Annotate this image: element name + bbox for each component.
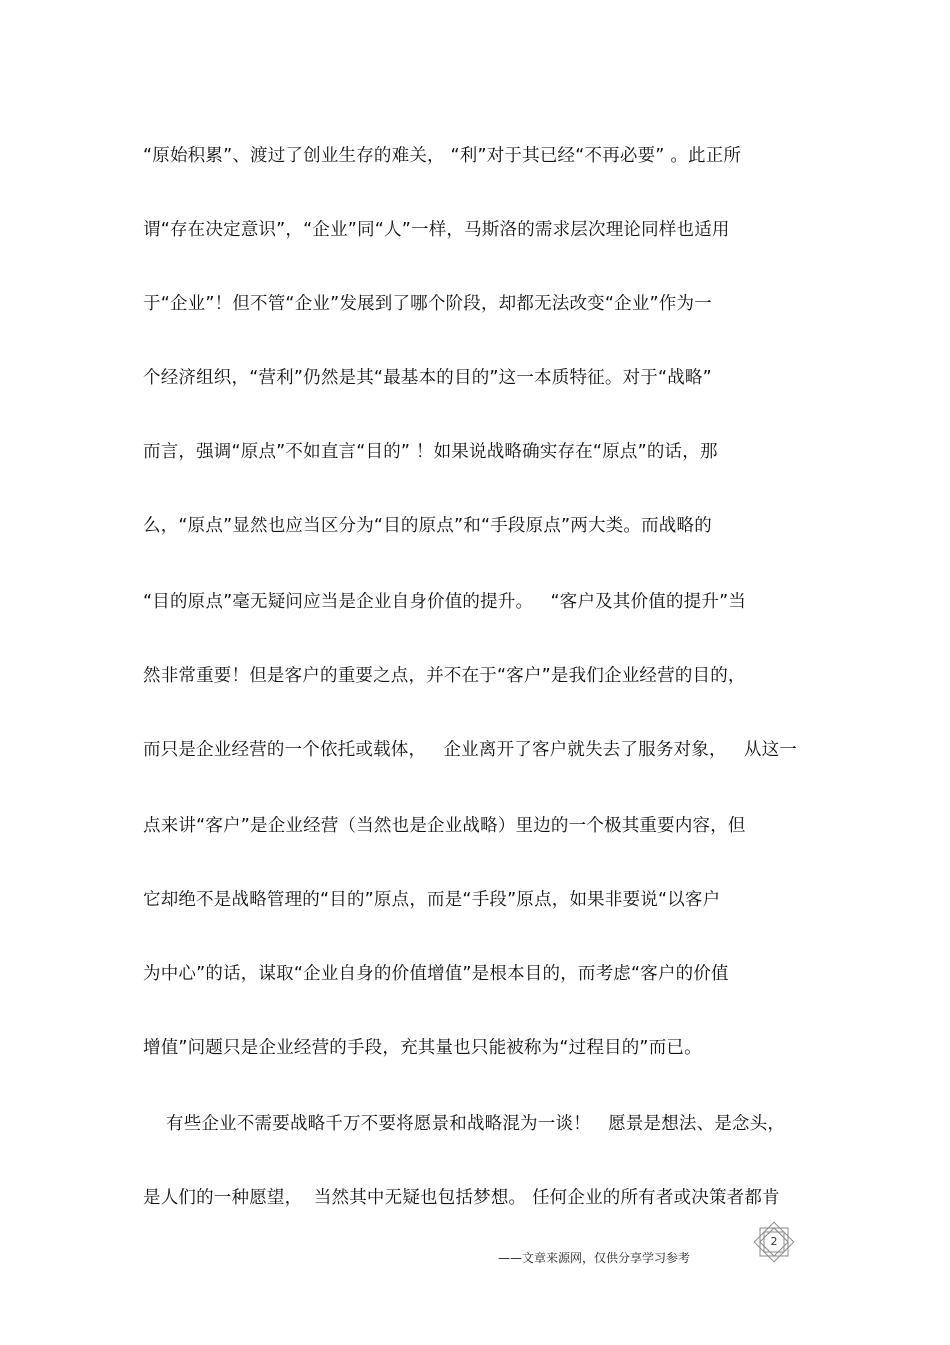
paragraph-line: 谓“存在决定意识”，“企业”同“人”一样，马斯洛的需求层次理论同样也适用 — [143, 220, 730, 240]
page-number-badge — [750, 1218, 798, 1266]
paragraph-line: “目的原点”毫无疑问应当是企业自身价值的提升。 “客户及其价值的提升”当 — [143, 592, 747, 612]
paragraph-line: 么，“原点”显然也应当区分为“目的原点”和“手段原点”两大类。而战略的 — [143, 516, 712, 536]
paragraph-line: 而只是企业经营的一个依托或载体， 企业离开了客户就失去了服务对象， 从这一 — [143, 740, 798, 760]
page-number: 2 — [770, 1235, 778, 1248]
paragraph-line: “原始积累”、渡过了创业生存的难关， “利”对于其已经“不再必要” 。此正所 — [143, 146, 742, 166]
paragraph-line: 有些企业不需要战略千万不要将愿景和战略混为一谈！ 愿景是想法、是念头， — [143, 1114, 786, 1134]
paragraph-line: 是人们的一种愿望， 当然其中无疑也包括梦想。 任何企业的所有者或决策者都肯 — [143, 1188, 780, 1208]
paragraph-line: 为中心”的话，谋取“企业自身的价值增值”是根本目的，而考虑“客户的价值 — [143, 964, 729, 984]
source-note: ——文章来源网，仅供分享学习参考 — [498, 1251, 691, 1265]
paragraph-line: 于“企业”！但不管“企业”发展到了哪个阶段，却都无法改变“企业”作为一 — [143, 294, 712, 314]
paragraph-line: 而言，强调“原点”不如直言“目的” ！如果说战略确实存在“原点”的话，那 — [143, 442, 718, 462]
paragraph-line: 增值”问题只是企业经营的手段，充其量也只能被称为“过程目的”而已。 — [143, 1038, 702, 1058]
paragraph-line: 个经济组织，“营利”仍然是其“最基本的目的”这一本质特征。对于“战略” — [143, 368, 712, 388]
paragraph-line: 然非常重要！但是客户的重要之点，并不在于“客户”是我们企业经营的目的， — [143, 666, 746, 686]
paragraph-line: 它却绝不是战略管理的“目的”原点，而是“手段”原点，如果非要说“以客户 — [143, 890, 721, 910]
paragraph-line: 点来讲“客户”是企业经营（当然也是企业战略）里边的一个极其重要内容，但 — [143, 816, 746, 836]
